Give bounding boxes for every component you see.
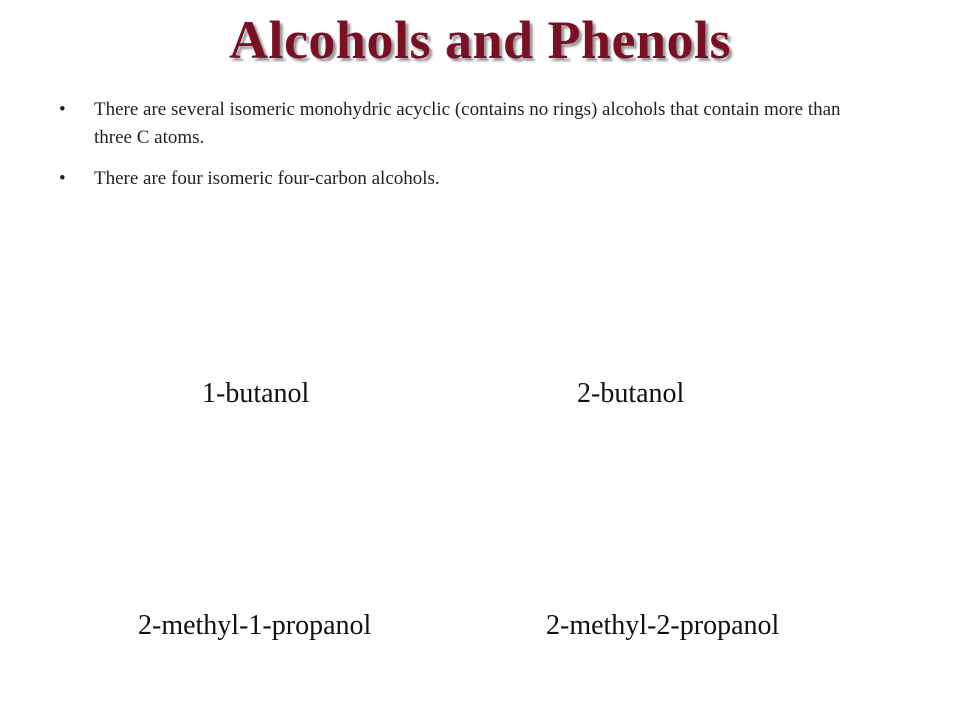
bullet-dot-icon: •	[59, 168, 66, 189]
bullet-text: There are several isomeric monohydric acyclic (contains no rings) alcohols that contain more than three C atoms.	[94, 99, 841, 148]
structure-label-2-methyl-1-propanol: 2-methyl-1-propanol	[138, 610, 372, 641]
bullet-text: There are four isomeric four-carbon alcohols.	[94, 168, 440, 189]
structure-label-2-butanol: 2-butanol	[577, 378, 685, 409]
bullet-list	[56, 96, 876, 206]
bullet-dot-icon: •	[59, 99, 66, 120]
structure-label-2-methyl-2-propanol: 2-methyl-2-propanol	[546, 610, 780, 641]
slide-title: Alcohols and Phenols	[228, 10, 732, 70]
bullet-item	[56, 165, 876, 193]
bullet-item	[56, 96, 876, 152]
structure-label-1-butanol: 1-butanol	[202, 378, 310, 409]
